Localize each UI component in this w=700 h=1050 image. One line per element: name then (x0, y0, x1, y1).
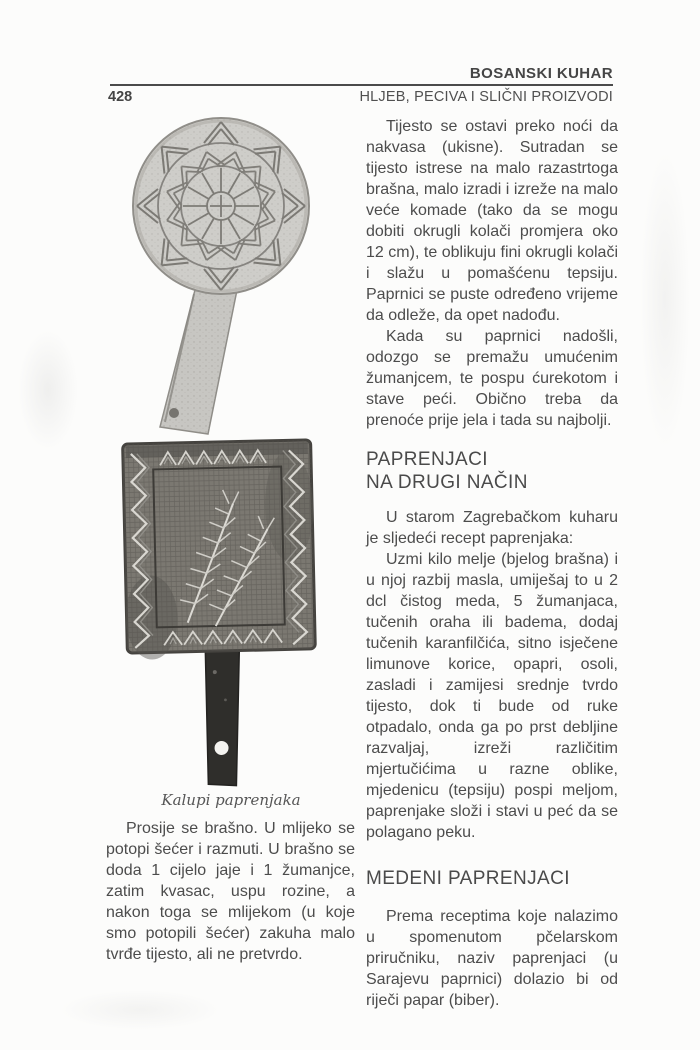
section-heading-medeni-paprenjaci: MEDENI PAPRENJACI (366, 868, 570, 889)
section-heading-paprenjaci-na-drugi-nacin (366, 448, 618, 494)
right-column (366, 116, 618, 1011)
scan-smudge (640, 150, 690, 450)
paragraph: Prema receptima koje nalazimo u spomenutom pčelarskom priručniku, naziv paprenjaci (u Sarajevu paprnici) dolazio bi od riječi papar (biber). (366, 908, 618, 1009)
header-rule (110, 84, 613, 86)
paragraph: Tijesto se ostavi preko noći da nakvasa (ukisne). Sutradan se tijesto istrese na malo razastrtoga brašna, malo izradi i izreže na malo veće komade (tako da se mogu dobiti okrugli kolači promjera oko 12 cm), te oblikuju fini okrugli kolači i slažu u pomašćenu tepsiju. Paprnici se puste određeno vrijeme da odleže, da opet nadođu. (366, 118, 618, 324)
round-mold-photo (132, 106, 314, 438)
rectangular-mold-photo (118, 438, 320, 790)
paragraph: Kada su paprnici nadošli, odozgo se premažu umućenim žumanjcem, te pospu ćurekotom i stave peći. Obično treba da prenoće prije jela i tada su najbolji. (366, 328, 618, 429)
running-head-row (108, 89, 613, 105)
section-heading-line: PAPRENJACI (366, 449, 488, 470)
scan-smudge (18, 330, 78, 450)
paragraph: U starom Zagrebačkom kuharu je sljedeći recept paprenjaka: (366, 509, 618, 547)
section-heading-line: NA DRUGI NAČIN (366, 472, 528, 493)
left-column-paragraph: Prosije se brašno. U mlijeko se potopi šećer i razmuti. U brašno se doda 1 cijelo jaje i 1 žumanjce, zatim kvasac, uspu rozine, a nakon toga se mlijekom (u koje smo potopili šećer) zakuha malo tvrđe tijesto, ali ne pretvrdo. (106, 820, 355, 963)
page-number: 428 (108, 89, 133, 105)
running-head-book-title: BOSANSKI KUHAR (469, 65, 613, 82)
running-head-chapter-title: HLJEB, PECIVA I SLIČNI PROIZVODI (359, 89, 613, 105)
figure-caption: Kalupi paprenjaka (161, 791, 301, 809)
scan-smudge (60, 990, 220, 1030)
paragraph: Uzmi kilo melje (bjelog brašna) i u njoj razbij masla, umiješaj to u 2 dcl čistog meda, 5 žumanjaca, tučenih oraha ili badema, dodaj tučenih karanfilčića, sitno isječene limunove korice, opapri, osoli, zasladi i zamijesi srednje tvrdo tijesto, dok ti bude od ruke otpadalo, onda ga po prst debljine razvaljaj, izreži različitim mjertučićima u razne oblike, mjedenicu (tepsiju) pospi meljom, paprenjake složi i stavi u peć da se polagano peku. (366, 551, 618, 841)
